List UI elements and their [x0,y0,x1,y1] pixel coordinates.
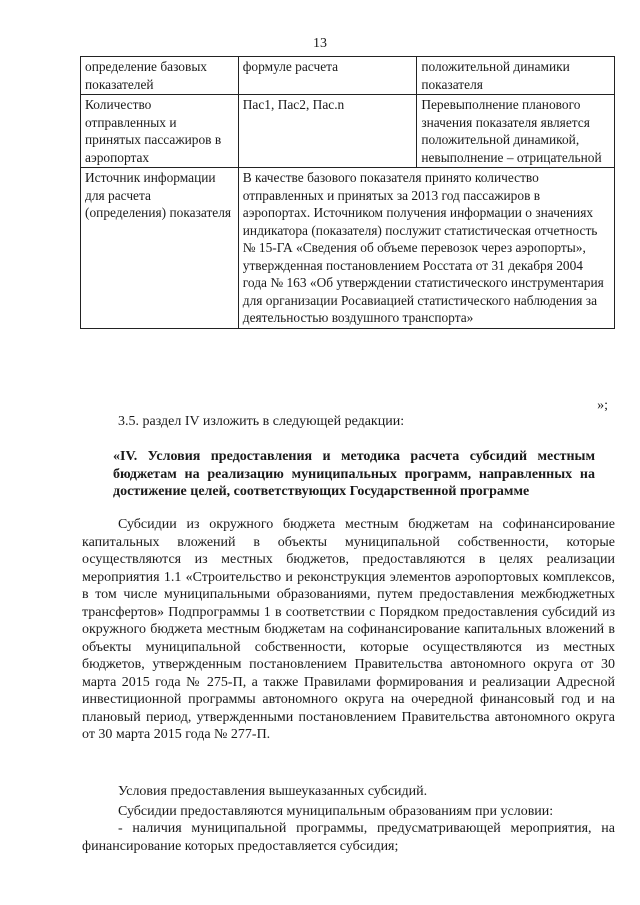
table-cell: формуле расчета [238,57,417,95]
page-number: 13 [313,36,327,51]
table-cell: Перевыполнение планового значения показателя является положительной динамикой, невыполнение – отрицательной [417,95,615,168]
conditions-intro: Субсидии предоставляются муниципальным образованиям при условии: [118,804,554,819]
source-text-cell: В качестве базового показателя принято количество отправленных и принятых за 2013 год пассажиров в аэропортах. Источником получения информации о значениях индикатора (показателя) послужит статистическая отчетность № 15-ГА «Сведения об объеме перевозок через аэропорты», утвержденная постановлением Росстата от 31 декабря 2004 года № 163 «Об утверждении статистического инструментария для организации Росавиацией статистического наблюдения за деятельностью воздушного транспорта» [238,168,614,329]
table-row [81,95,615,168]
quote-closing-mark: »; [597,398,608,413]
table-cell: положительной динамики показателя [417,57,615,95]
amendment-item-3-5: 3.5. раздел IV изложить в следующей редакции: [118,414,405,429]
conditions-title: Условия предоставления вышеуказанных субсидий. [118,784,428,799]
table-cell: Количество отправленных и принятых пассажиров в аэропортах [81,95,239,168]
table-cell: Пас1, Пас2, Пас.n [238,95,417,168]
source-label-cell: Источник информации для расчета (определения) показателя [81,168,239,329]
body-paragraph: Субсидии из окружного бюджета местным бюджетам на софинансирование капитальных вложений в объекты муниципальной собственности, которые осуществляются из местных бюджетов, предоставляются в целях реализации мероприятия 1.1 «Строительство и реконструкция элементов аэропортовых комплексов, в том числе муниципальными образованиями, путем предоставления межбюджетных трансфертов» Подпрограммы 1 в соответствии с Порядком предоставления субсидий из окружного бюджета местным бюджетам на софинансирование капитальных вложений в объекты муниципальной собственности, которые осуществляются из местных бюджетов, утвержденным постановлением Правительства автономного округа от 30 марта 2015 года № 275-П, а также Правилами формирования и реализации Адресной инвестиционной программы автономного округа на очередной финансовый год и на плановый период, утвержденными постановлением Правительства автономного округа от 30 марта 2015 года № 277-П. [82,517,615,742]
section-heading: «IV. Условия предоставления и методика расчета субсидий местным бюджетам на реализацию муниципальных программ, направленных на достижение целей, соответствующих Государственной программе [113,449,595,499]
table-row-source [81,168,615,329]
table-row [81,57,615,95]
table-cell: определение базовых показателей [81,57,239,95]
conditions-item: - наличия муниципальной программы, предусматривающей мероприятия, на финансирование которых предоставляется субсидия; [82,821,615,854]
indicator-table [80,56,615,329]
